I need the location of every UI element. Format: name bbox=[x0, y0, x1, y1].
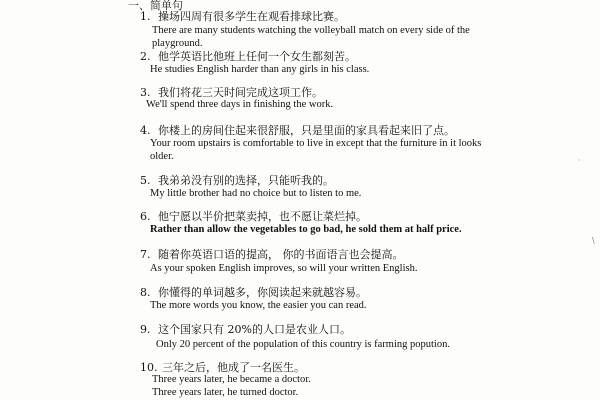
english-translation bbox=[150, 188, 361, 201]
item-number: 10. bbox=[140, 361, 158, 374]
chinese-sentence: 随着你英语口语的提高， 你的书面语言也会提高。 bbox=[158, 248, 404, 261]
item-number: 6. bbox=[140, 210, 151, 223]
english-translation bbox=[146, 99, 333, 112]
english-translation bbox=[152, 374, 311, 399]
chinese-sentence: 三年之后，他成了一名医生。 bbox=[162, 361, 305, 374]
item-number: 8. bbox=[140, 286, 151, 299]
item-number: 3. bbox=[140, 86, 151, 99]
translation-line: He studies English harder than any girls in his class. bbox=[150, 64, 370, 75]
item-number: 2. bbox=[140, 50, 151, 63]
item-number: 9. bbox=[140, 323, 151, 336]
english-translation bbox=[150, 64, 369, 77]
item-number: 5. bbox=[140, 174, 151, 187]
chinese-sentence: 他学英语比他班上任何一个女生都刻苦。 bbox=[158, 50, 356, 63]
chinese-sentence: 这个国家只有 20%的人口是农业人口。 bbox=[158, 323, 351, 336]
translation-line: older. bbox=[150, 150, 174, 162]
stray-mark: \ bbox=[592, 236, 595, 245]
translation-line: playground. bbox=[152, 37, 203, 49]
translation-line: Rather than allow the vegetables to go bad, he sold them at half price. bbox=[150, 224, 462, 235]
translation-line: There are many students watching the volleyball match on every side of the bbox=[152, 25, 470, 36]
english-translation bbox=[150, 138, 480, 163]
chinese-sentence: 你懂得的单词越多，你阅读起来就越容易。 bbox=[158, 286, 367, 299]
chinese-sentence: 操场四周有很多学生在观看排球比赛。 bbox=[158, 10, 345, 23]
item-number: 7. bbox=[140, 248, 151, 261]
english-translation bbox=[150, 300, 367, 313]
english-translation bbox=[152, 25, 482, 50]
translation-line: My little brother had no choice but to listen to me. bbox=[150, 188, 362, 199]
english-translation bbox=[156, 339, 450, 352]
chinese-sentence: 他宁愿以半价把菜卖掉，也不愿让菜烂掉。 bbox=[158, 210, 367, 223]
stray-mark: · bbox=[578, 156, 581, 165]
translation-line: We'll spend three days in finishing the work. bbox=[146, 99, 334, 110]
english-translation bbox=[150, 224, 462, 237]
chinese-sentence: 我弟弟没有别的选择，只能听我的。 bbox=[158, 174, 334, 187]
chinese-sentence: 你楼上的房间住起来很舒服，只是里面的家具看起来旧了点。 bbox=[158, 124, 455, 137]
section-heading: 一、简单句 bbox=[128, 0, 183, 12]
translation-line: Only 20 percent of the population of this country is farming popution. bbox=[156, 339, 450, 350]
chinese-sentence: 我们将花三天时间完成这项工作。 bbox=[158, 86, 323, 99]
translation-line: Three years later, he turned doctor. bbox=[152, 386, 299, 398]
translation-line: As your spoken English improves, so will your written English. bbox=[150, 263, 418, 274]
translation-line: The more words you know, the easier you can read. bbox=[150, 300, 367, 311]
translation-line: Your room upstairs is comfortable to live in except that the furniture in it looks bbox=[150, 138, 482, 149]
english-translation bbox=[150, 263, 417, 276]
translation-line: Three years later, he became a doctor. bbox=[152, 374, 311, 385]
item-number: 4. bbox=[140, 124, 151, 137]
item-number: 1. bbox=[140, 10, 151, 23]
